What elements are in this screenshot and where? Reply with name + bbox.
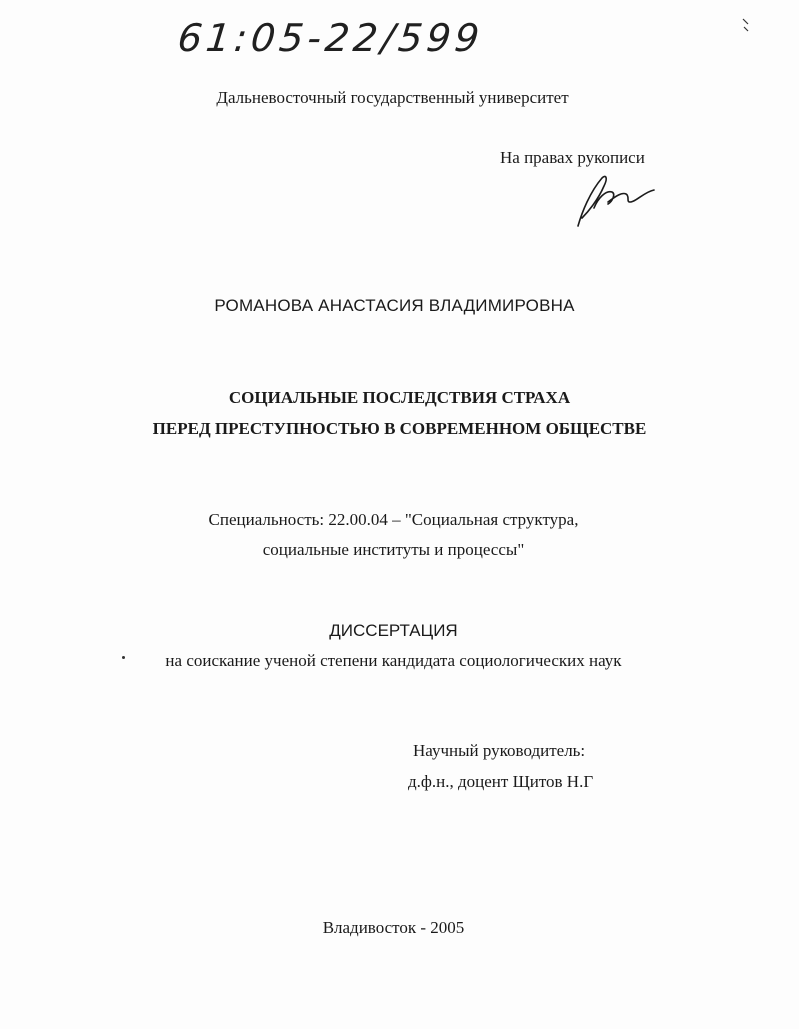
specialty-block [0, 505, 799, 565]
manuscript-rights-label: На правах рукописи [500, 148, 645, 167]
dissertation-title [0, 382, 799, 444]
scan-speck [122, 656, 125, 659]
specialty-line-2: социальные институты и процессы" [262, 540, 525, 559]
author-name: РОМАНОВА АНАСТАСИЯ ВЛАДИМИРОВНА [214, 296, 575, 315]
university-name: Дальневосточный государственный университет [216, 88, 569, 107]
degree-description: на соискание ученой степени кандидата социологических наук [165, 651, 622, 670]
advisor-name: д.ф.н., доцент Щитов Н.Г [408, 772, 594, 791]
document-type: ДИССЕРТАЦИЯ [329, 621, 458, 640]
title-line-1: СОЦИАЛЬНЫЕ ПОСЛЕДСТВИЯ СТРАХА [228, 388, 571, 407]
corner-mark-icon [742, 18, 750, 32]
advisor-label: Научный руководитель: [413, 741, 586, 760]
specialty-line-1: Специальность: 22.00.04 – "Социальная структура, [208, 510, 579, 529]
archive-number-handwritten: 61:05-22/599 [175, 16, 486, 60]
city-year: Владивосток - 2005 [322, 918, 465, 937]
title-line-2: ПЕРЕД ПРЕСТУПНОСТЬЮ В СОВРЕМЕННОМ ОБЩЕСТВЕ [152, 419, 647, 438]
signature-mark [568, 168, 668, 232]
